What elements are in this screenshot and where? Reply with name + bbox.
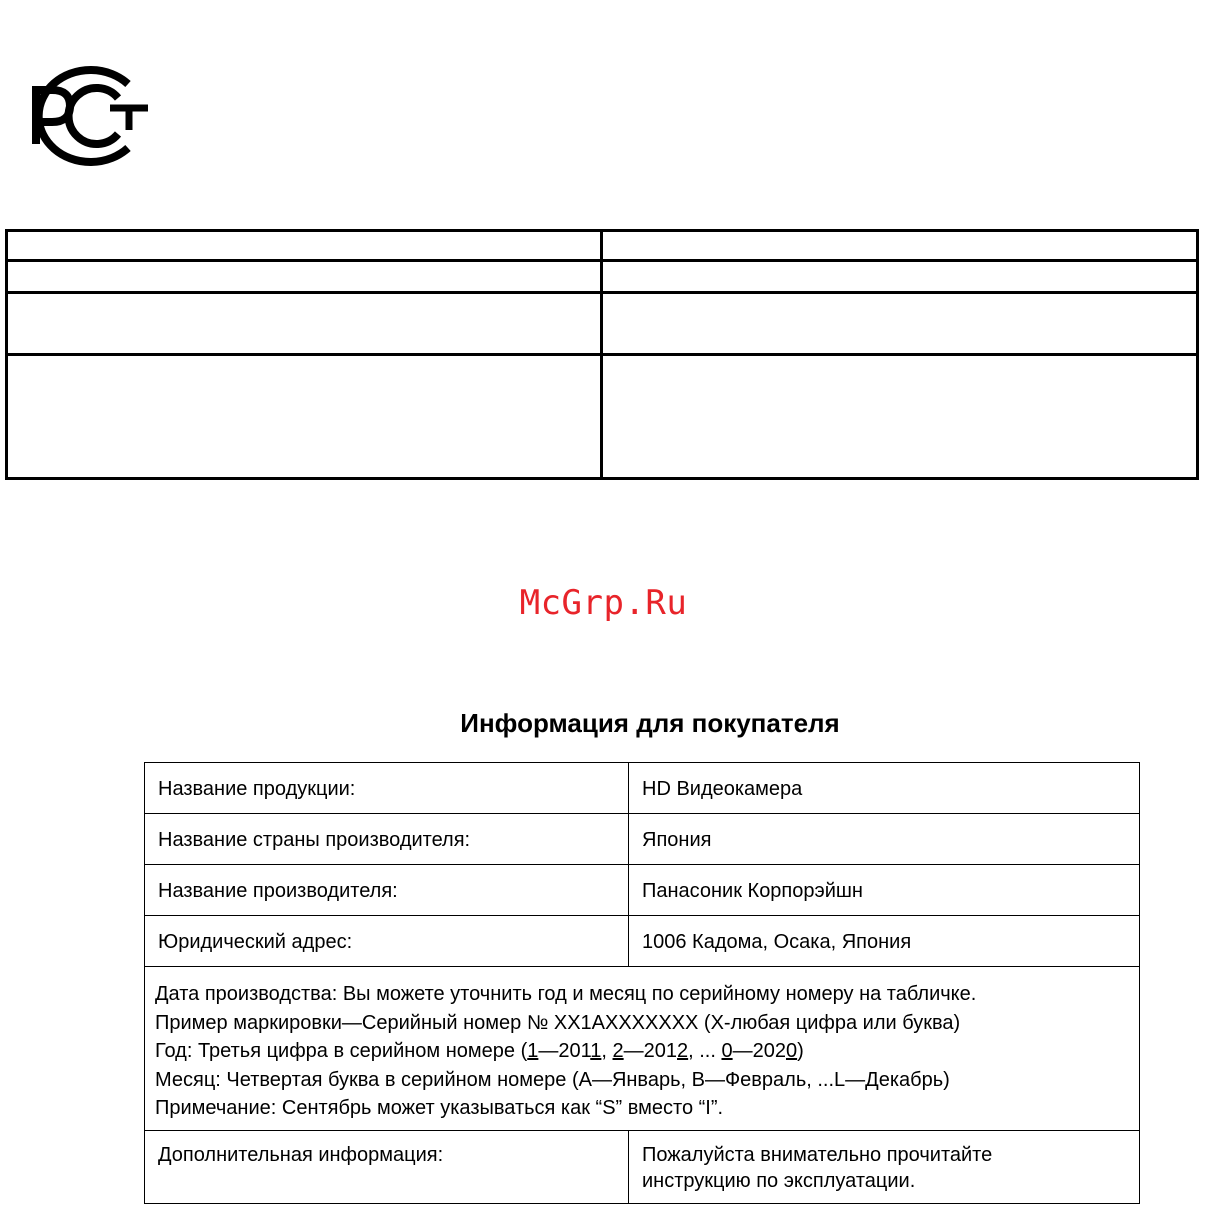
year-line <box>155 1037 1139 1066</box>
blank-cell <box>7 231 602 261</box>
table-row <box>145 916 1140 967</box>
blank-cell <box>7 261 602 293</box>
extra-info-label: Дополнительная информация: <box>145 1131 629 1204</box>
blank-cell <box>602 355 1198 479</box>
note-line: Примечание: Сентябрь может указываться как “S” вместо “I”. <box>155 1097 724 1119</box>
table-row <box>145 814 1140 865</box>
rst-certification-logo <box>6 62 154 168</box>
year-end-2: 2 <box>677 1040 689 1062</box>
table-row <box>145 763 1140 814</box>
year-end-1: 1 <box>590 1040 602 1062</box>
address-label: Юридический адрес: <box>145 916 629 967</box>
marking-example-line: Пример маркировки—Серийный номер № XX1AXXXXXXX (X-любая цифра или буква) <box>155 1011 961 1034</box>
year-digit-2: 2 <box>612 1040 624 1062</box>
blank-table <box>5 229 1199 480</box>
manufacturer-label: Название производителя: <box>145 865 629 916</box>
extra-info-value <box>629 1131 1140 1204</box>
year-prefix: Год: Третья цифра в серийном номере ( <box>155 1040 528 1062</box>
product-name-value: HD Видеокамера <box>629 763 1140 814</box>
production-date-cell <box>145 967 1140 1131</box>
production-date-line: Дата производства: Вы можете уточнить год и месяц по серийному номеру на табличке. <box>155 983 977 1005</box>
year-mid-1: —201 <box>538 1040 591 1062</box>
year-digit-3: 0 <box>721 1040 733 1062</box>
year-suffix: ) <box>797 1040 804 1062</box>
year-mid-2: —201 <box>623 1040 678 1062</box>
year-digit-1: 1 <box>527 1040 539 1062</box>
blank-cell <box>602 231 1198 261</box>
blank-cell <box>7 293 602 355</box>
table-row <box>145 865 1140 916</box>
month-line: Месяц: Четвертая буква в серийном номере (A—Январь, B—Февраль, ...L—Декабрь) <box>155 1068 950 1091</box>
country-label: Название страны производителя: <box>145 814 629 865</box>
extra-info-line: Пожалуйста внимательно прочитайте <box>642 1144 993 1166</box>
blank-cell <box>7 355 602 479</box>
blank-cell <box>602 261 1198 293</box>
year-mid-3: —202 <box>732 1040 786 1062</box>
product-name-label: Название продукции: <box>145 763 629 814</box>
table-row <box>145 967 1140 1131</box>
manufacturer-value: Панасоник Корпорэйшн <box>629 865 1140 916</box>
country-value: Япония <box>629 814 1140 865</box>
watermark-link[interactable]: McGrp.Ru <box>519 583 688 623</box>
year-end-3: 0 <box>785 1040 798 1062</box>
customer-info-table <box>144 762 1140 1204</box>
page-title: Информация для покупателя <box>460 708 840 738</box>
address-value: 1006 Кадома, Осака, Япония <box>629 916 1140 967</box>
year-sep-2: , ... <box>688 1040 722 1062</box>
rst-logo-icon <box>6 62 154 168</box>
blank-cell <box>602 293 1198 355</box>
extra-info-line: инструкцию по эксплуатации. <box>642 1170 916 1192</box>
year-sep-1: , <box>601 1040 613 1062</box>
table-row <box>145 1131 1140 1204</box>
